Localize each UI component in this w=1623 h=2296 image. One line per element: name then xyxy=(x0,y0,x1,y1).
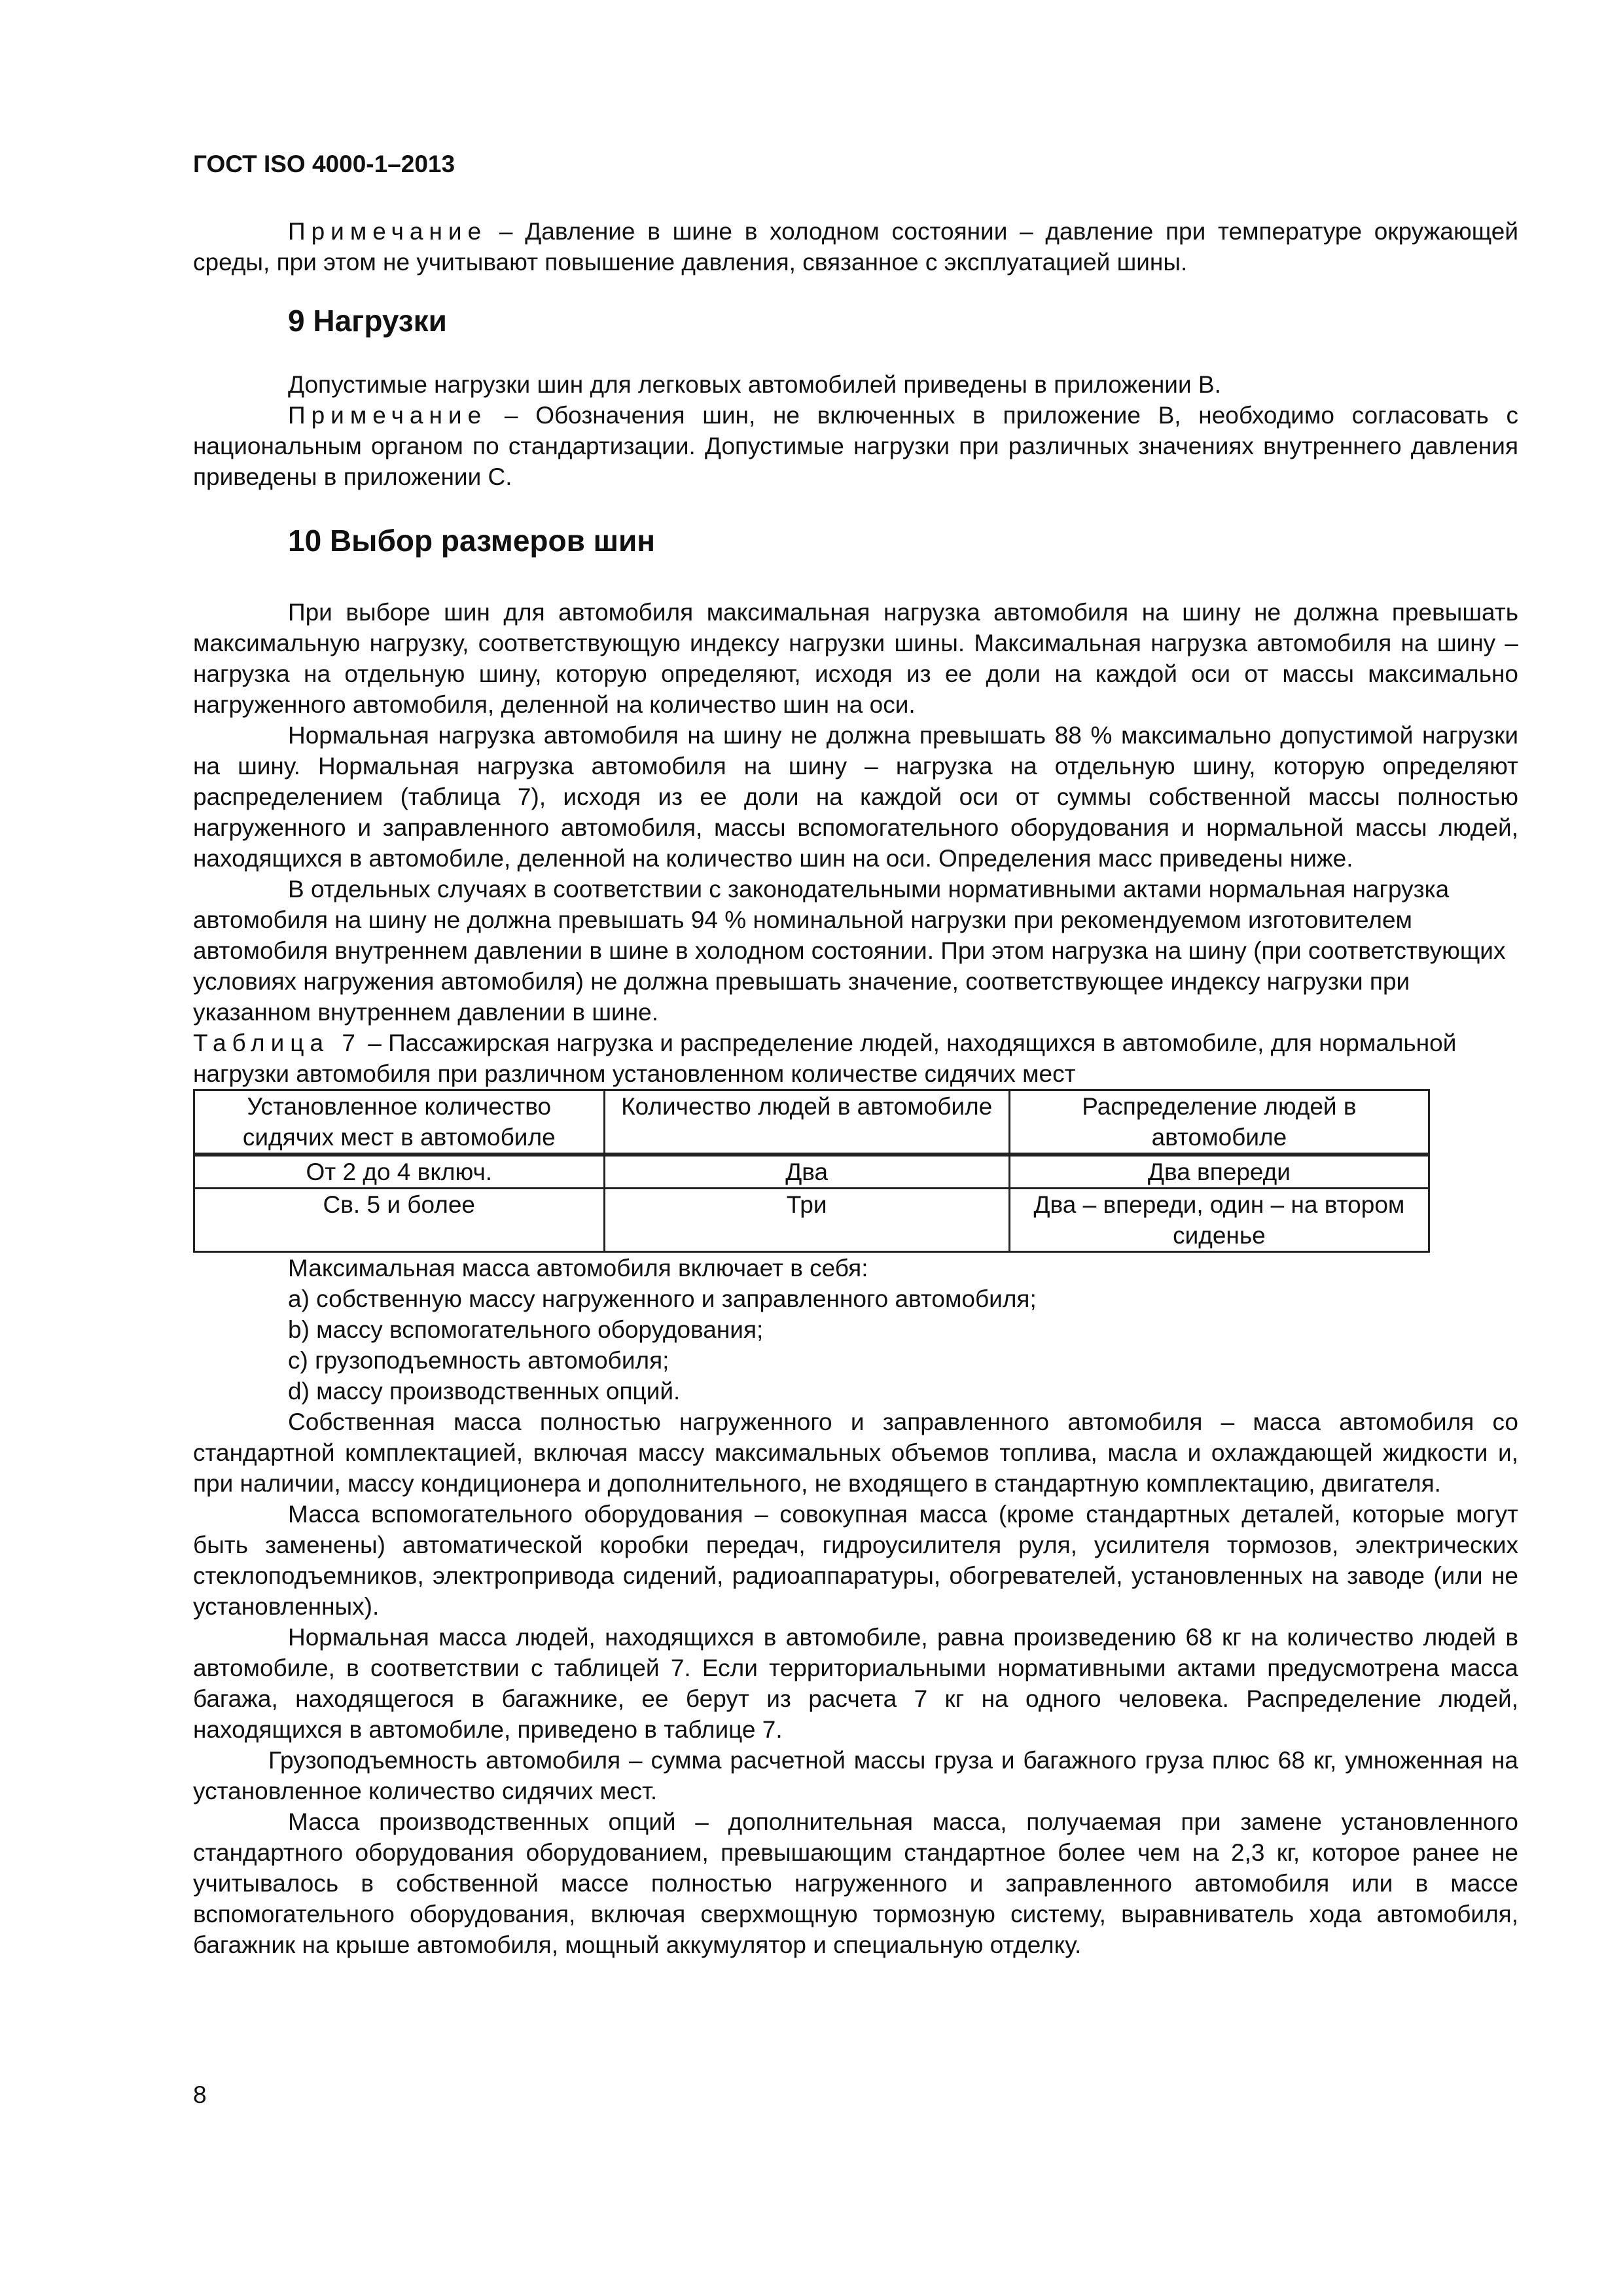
section-9-note xyxy=(193,400,1518,492)
aux-mass-paragraph: Масса вспомогательного оборудования – совокупная масса (кроме стандартных деталей, которые могут быть заменены) автоматической коробки передач, гидроусилителя руля, усилителя тормозов, электрических стеклоподъемников, электропривода сидений, радиоаппаратуры, обогревателей, установленных на заводе (или не установленных). xyxy=(193,1501,1518,1620)
table-7 xyxy=(193,1089,1430,1253)
table-cell: Св. 5 и более xyxy=(194,1189,605,1252)
table-header-cell: Установленное количество сидячих мест в автомобиле xyxy=(194,1090,605,1155)
cargo-paragraph: Грузоподъемность автомобиля – сумма расчетной массы груза и багажного груза плюс 68 кг, умноженная на установленное количество сидячих мест. xyxy=(193,1747,1518,1804)
table-header-cell: Количество людей в автомобиле xyxy=(604,1090,1009,1155)
table-caption-text: – Пассажирская нагрузка и распределение людей, находящихся в автомобиле, для нормальной нагрузки автомобиля при различном установленном количестве сидячих мест xyxy=(193,1030,1457,1087)
section-10-title: 10 Выбор размеров шин xyxy=(288,524,656,558)
table-cell: Два впереди xyxy=(1009,1155,1429,1189)
list-item: b) массу вспомогательного оборудования; xyxy=(288,1316,764,1343)
list-item: d) массу производственных опций. xyxy=(288,1378,681,1405)
list-item: a) собственную массу нагруженного и заправленного автомобиля; xyxy=(288,1285,1037,1312)
mass-list xyxy=(193,1253,1518,1407)
mass-intro: Максимальная масса автомобиля включает в себя: xyxy=(288,1255,868,1282)
table-7-caption xyxy=(193,1028,1518,1089)
note-text: – Обозначения шин, не включенных в приложение В, необходимо согласовать с национальным органом по стандартизации. Допустимые нагрузки при различных значениях внутреннего давления приведены в приложении С. xyxy=(193,402,1518,490)
section-10-paragraph-1: При выборе шин для автомобиля максимальная нагрузка автомобиля на шину не должна превышать максимальную нагрузку, соответствующую индексу нагрузки шины. Максимальная нагрузка автомобиля на шину – нагрузка на отдельную шину, которую определяют, исходя из ее доли на каждой оси от массы максимально нагруженного автомобиля, деленной на количество шин на оси. xyxy=(193,599,1518,718)
note-label: Примечание xyxy=(288,218,488,245)
section-9-paragraph: Допустимые нагрузки шин для легковых автомобилей приведены в приложении В. xyxy=(288,371,1221,398)
table-caption-label: Таблица 7 xyxy=(193,1030,361,1056)
section-9-title: 9 Нагрузки xyxy=(288,304,447,338)
document-header: ГОСТ ISO 4000-1–2013 xyxy=(193,151,455,177)
note-label: Примечание xyxy=(288,402,488,429)
own-mass-paragraph: Собственная масса полностью нагруженного и заправленного автомобиля – масса автомобиля со стандартной комплектацией, включая массу максимальных объемов топлива, масла и охлаждающей жидкости и, при наличии, массу кондиционера и дополнительного, не входящего в стандартную комплектацию, двигателя. xyxy=(193,1408,1518,1497)
table-row xyxy=(194,1155,1429,1189)
document-page xyxy=(193,151,1518,1960)
table-row xyxy=(194,1189,1429,1252)
table-cell: Два – впереди, один – на втором сиденье xyxy=(1009,1189,1429,1252)
table-header-cell: Распределение людей в автомобиле xyxy=(1009,1090,1429,1155)
options-mass-paragraph: Масса производственных опций – дополнительная масса, получаемая при замене установленного стандартного оборудования оборудованием, превышающим стандартное более чем на 2,3 кг, которое ранее не учитывалось в собственной массе полностью нагруженного и заправленного автомобиля или в массе вспомогательного оборудования, включая сверхмощную тормозную систему, выравниватель хода автомобиля, багажник на крыше автомобиля, мощный аккумулятор и специальную отделку. xyxy=(193,1808,1518,1958)
note-text: – Давление в шине в холодном состоянии – давление при температуре окружающей среды, при этом не учитывают повышение давления, связанное с эксплуатацией шины. xyxy=(193,218,1518,276)
note-pressure xyxy=(193,216,1518,278)
list-item: c) грузоподъемность автомобиля; xyxy=(288,1347,669,1374)
page-number: 8 xyxy=(193,2081,207,2108)
table-header-row xyxy=(194,1090,1429,1155)
table-cell: Два xyxy=(604,1155,1009,1189)
section-10-paragraph-2: Нормальная нагрузка автомобиля на шину не должна превышать 88 % максимально допустимой нагрузки на шину. Нормальная нагрузка автомобиля на шину – нагрузка на отдельную шину, которую определяют распределением (таблица 7), исходя из ее доли на каждой оси от суммы собственной массы полностью нагруженного и заправленного автомобиля, массы вспомогательного оборудования и нормальной массы людей, находящихся в автомобиле, деленной на количество шин на оси. Определения масс приведены ниже. xyxy=(193,722,1518,872)
table-cell: От 2 до 4 включ. xyxy=(194,1155,605,1189)
table-cell: Три xyxy=(604,1189,1009,1252)
people-mass-paragraph: Нормальная масса людей, находящихся в автомобиле, равна произведению 68 кг на количество людей в автомобиле, в соответствии с таблицей 7. Если территориальными нормативными актами предусмотрена масса багажа, находящегося в багажнике, ее берут из расчета 7 кг на одного человека. Распределение людей, находящихся в автомобиле, приведено в таблице 7. xyxy=(193,1624,1518,1743)
section-10-paragraph-3: В отдельных случаях в соответствии с законодательными нормативными актами нормальная нагрузка автомобиля на шину не должна превышать 94 % номинальной нагрузки при рекомендуемом изготовителем автомобиля внутреннем давлении в шине в холодном состоянии. При этом нагрузка на шину (при соответствующих условиях нагружения автомобиля) не должна превышать значение, соответствующее индексу нагрузки при указанном внутреннем давлении в шине. xyxy=(193,876,1506,1026)
